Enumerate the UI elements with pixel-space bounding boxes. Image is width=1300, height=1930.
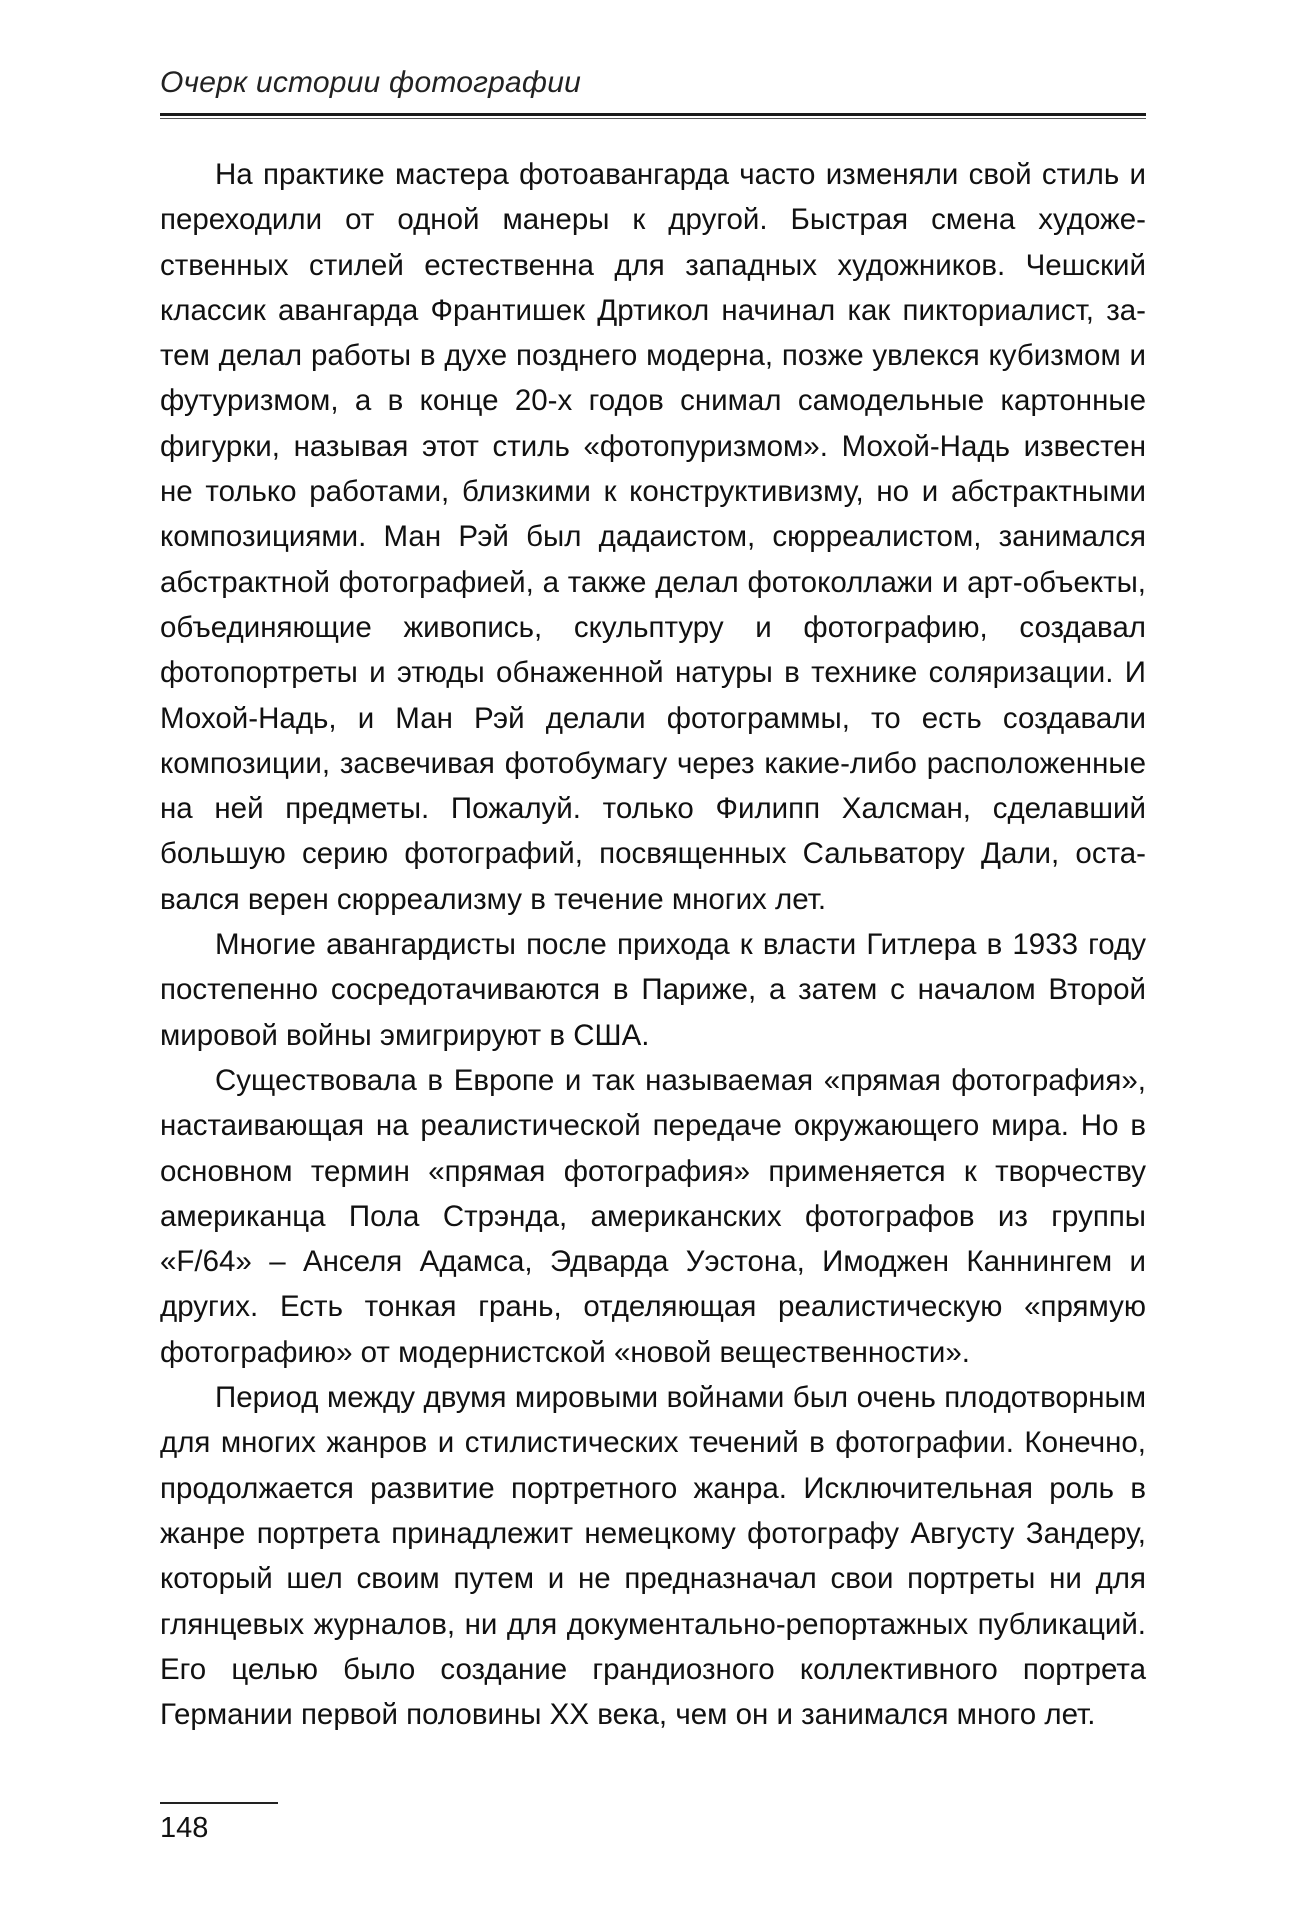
body-text bbox=[160, 152, 1146, 1737]
paragraph-3: Существовала в Европе и так называемая «прямая фотография», настаивающая на реалистической передаче окружающего мира. Но в основном термин «прямая фотография» применяется к творчеству американца Пола Стрэнда, американских фотографов из группы «F/64» – Анселя Адамса, Эдварда Уэстона, Имоджен Каннингем и других. Есть тонкая грань, отделяющая реалистическую «прямую фотографию» от модернистской «новой вещественности». bbox=[160, 1063, 1146, 1369]
paragraph-2: Многие авангардисты после прихода к власти Гитлера в 1933 году постепенно сосредотачиваются в Париже, а затем с началом Второй мировой войны эмигрируют в США. bbox=[160, 928, 1146, 1052]
running-header: Очерк истории фотографии bbox=[160, 66, 581, 99]
paragraph-1: На практике мастера фотоавангарда часто изменяли свой стиль и переходили от одной манеры к другой. Быстрая смена художественных стилей естественна для западных художников. Чешский классик авангарда Франтишек Дртикол начинал как пикториалист, затем делал работы в духе позднего модерна, позже увлекся кубизмом и футуризмом, а в конце 20-х годов снимал самодельные картонные фигурки, называя этот стиль «фотопуризмом». Мохой-Надь известен не только работами, близкими к конструктивизму, но и абстрактными композициями. Ман Рэй был дадаистом, сюрреалистом, занимался абстрактной фотографией, а также делал фотоколлажи и арт-объекты, объединяющие живопись, скульптуру и фотографию, создавал фотопортреты и этюды обнаженной натуры в технике соляризации. И Мохой-Надь, и Ман Рэй делали фотограммы, то есть создавали композиции, засвечивая фотобумагу через какие-либо расположенные на ней предметы. Пожалуй. только Филипп Халсман, сделавший большую серию фотографий, посвященных Сальватору Дали, оставался верен сюрреализму в течение многих лет. bbox=[160, 158, 1146, 916]
header-rule bbox=[160, 113, 1146, 116]
footer-rule bbox=[160, 1802, 278, 1804]
paragraph-4: Период между двумя мировыми войнами был очень плодотворным для многих жанров и стилистических течений в фотографии. Конечно, продолжается развитие портретного жанра. Исключительная роль в жанре портрета принадлежит немецкому фотографу Августу Зандеру, который шел своим путем и не предназначал свои портреты ни для глянцевых журналов, ни для документально-репортажных публикаций. Его целью было создание грандиозного коллективного портрета Германии первой половины XX века, чем он и занимался много лет. bbox=[160, 1381, 1146, 1732]
page-number: 148 bbox=[160, 1812, 209, 1844]
header-rule-thin bbox=[160, 118, 1146, 119]
